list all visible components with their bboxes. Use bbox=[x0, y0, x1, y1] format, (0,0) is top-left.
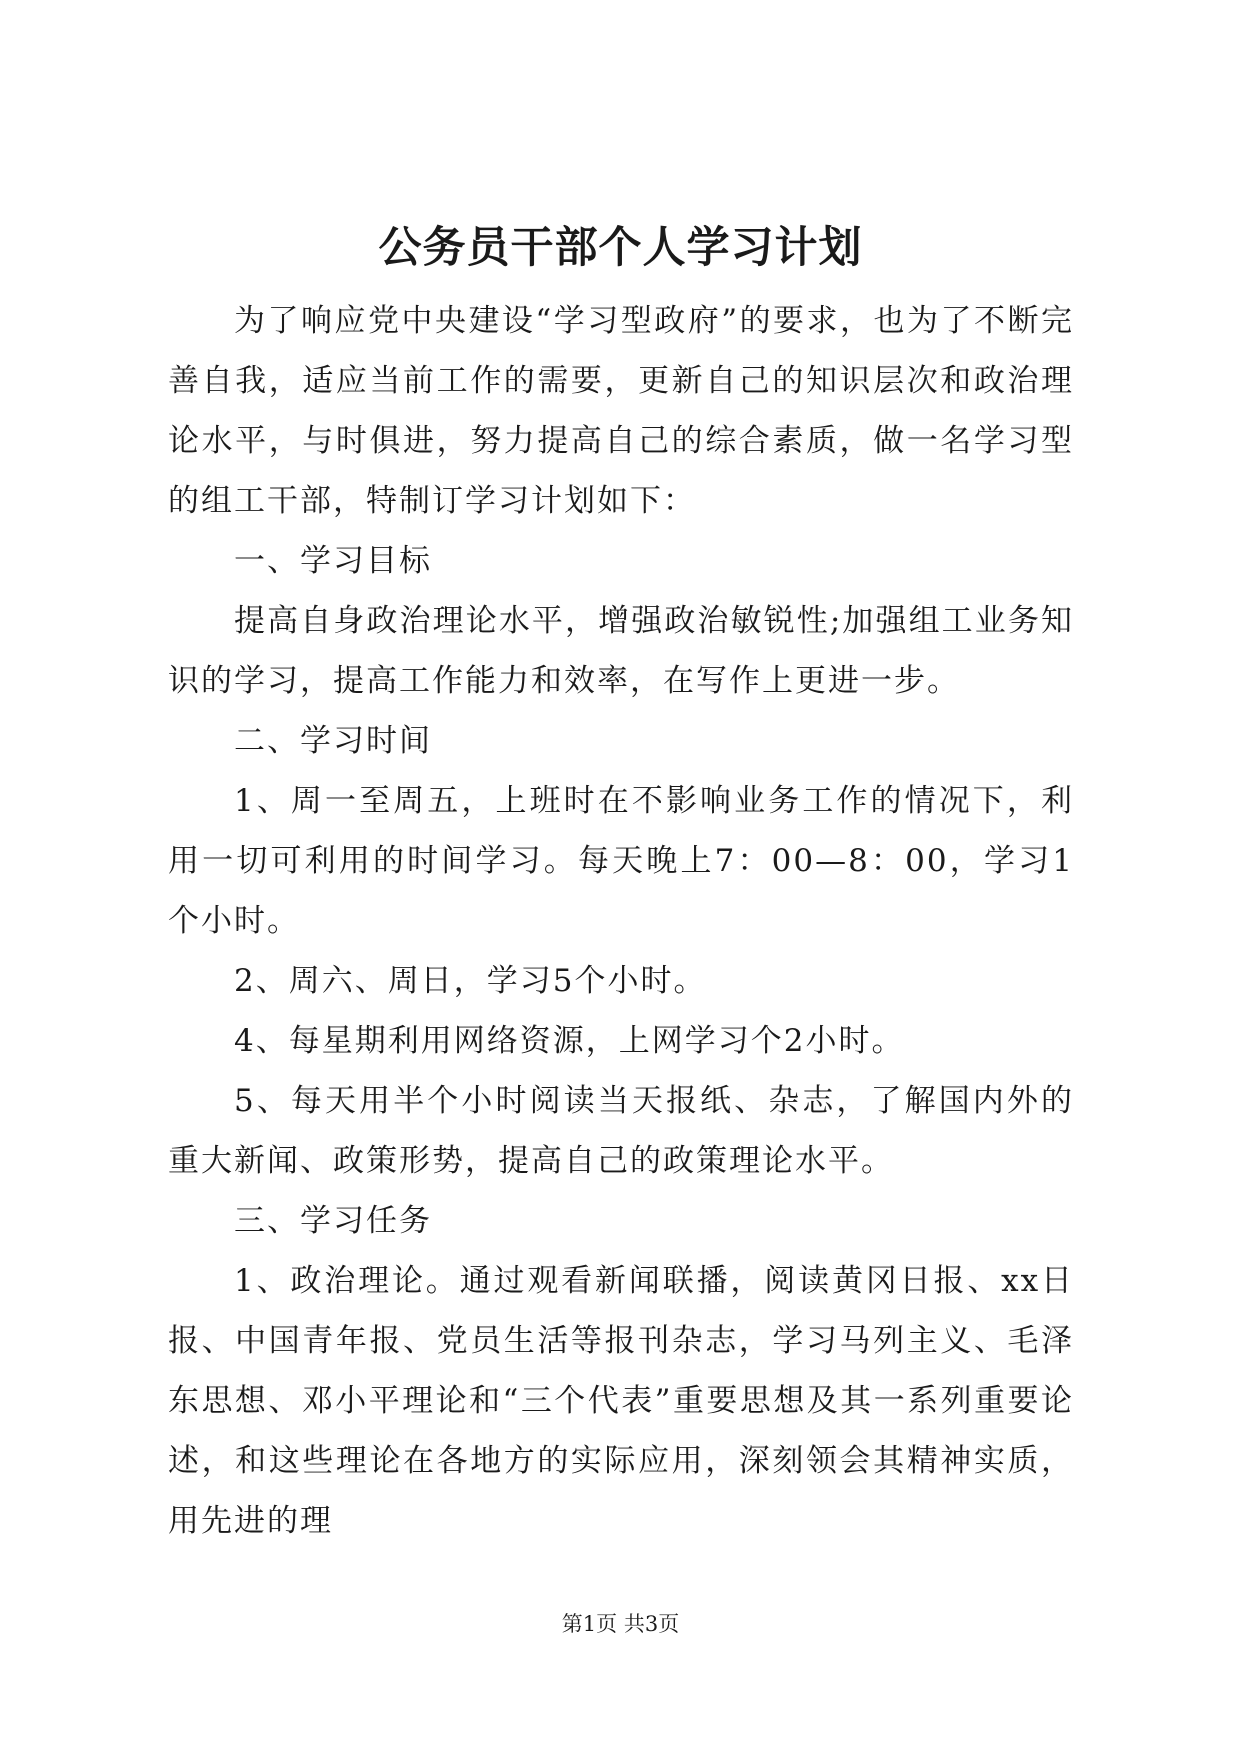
document-title: 公务员干部个人学习计划 bbox=[378, 223, 863, 273]
section-heading-goals: 一、学习目标 bbox=[234, 543, 432, 579]
section-heading-tasks: 三、学习任务 bbox=[234, 1203, 432, 1239]
paragraph-time-online: 4、每星期利用网络资源，上网学习个2小时。 bbox=[234, 1023, 905, 1059]
paragraph-goals: 提高自身政治理论水平，增强政治敏锐性;加强组工业务知识的学习，提高工作能力和效率，在写作上更进一步。 bbox=[168, 603, 1074, 699]
paragraph-time-weekdays: 1、周一至周五，上班时在不影响业务工作的情况下，利用一切可利用的时间学习。每天晚上7：00—8：00，学习1个小时。 bbox=[168, 783, 1074, 939]
paragraph-tasks-politics: 1、政治理论。通过观看新闻联播，阅读黄冈日报、xx日报、中国青年报、党员生活等报刊杂志，学习马列主义、毛泽东思想、邓小平理论和“三个代表”重要思想及其一系列重要论述，和这些理论在各地方的实际应用，深刻领会其精神实质，用先进的理 bbox=[168, 1263, 1074, 1539]
document-body bbox=[168, 291, 1074, 1551]
paragraph-intro: 为了响应党中央建设“学习型政府”的要求，也为了不断完善自我，适应当前工作的需要，更新自己的知识层次和政治理论水平，与时俱进，努力提高自己的综合素质，做一名学习型的组工干部，特制订学习计划如下： bbox=[168, 303, 1074, 519]
paragraph-time-reading: 5、每天用半个小时阅读当天报纸、杂志，了解国内外的重大新闻、政策形势，提高自己的政策理论水平。 bbox=[168, 1083, 1074, 1179]
page-number-footer: 第1页 共3页 bbox=[561, 1612, 680, 1636]
paragraph-time-weekend: 2、周六、周日，学习5个小时。 bbox=[234, 963, 707, 999]
section-heading-time: 二、学习时间 bbox=[234, 723, 432, 759]
